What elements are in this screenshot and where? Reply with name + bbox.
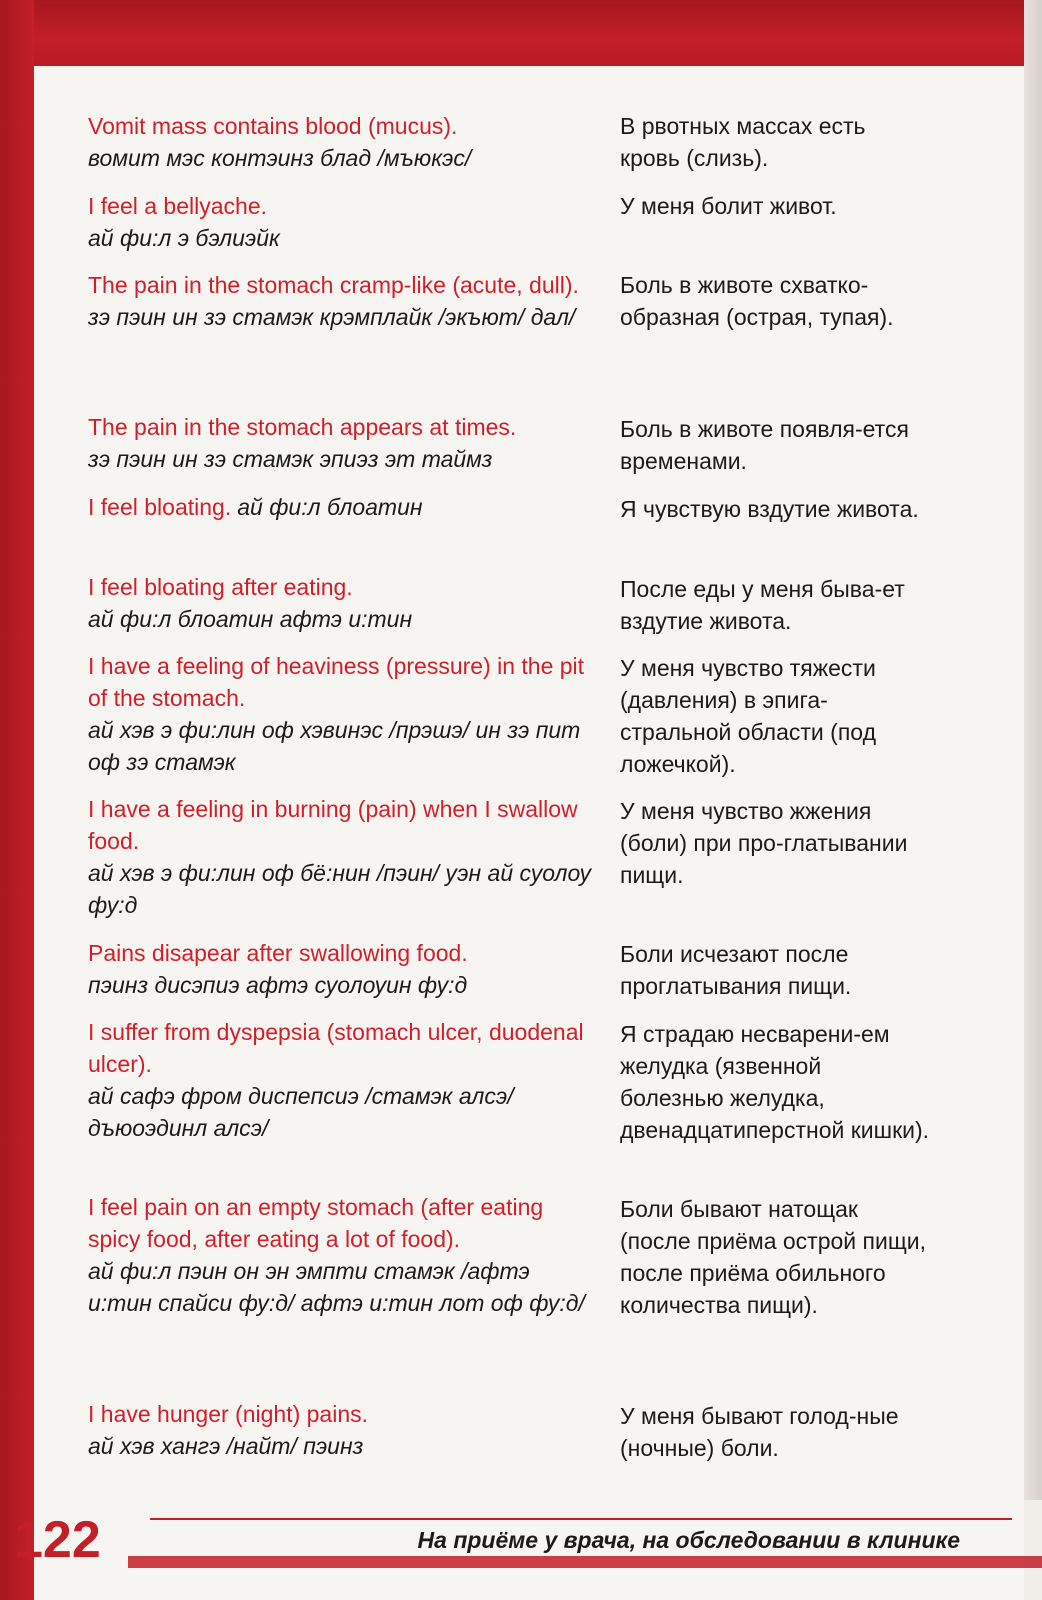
- russian-translation: Я страдаю несварени-ем желудка (язвенной болезнью желудка, двенадцатиперстной кишки).: [620, 1021, 930, 1143]
- transcription: ай фи:л блоатин афтэ и:тин: [88, 606, 413, 632]
- transcription: ай сафэ фром диспепсиэ /стамэк алсэ/ дъюоэдинл алсэ/: [88, 1083, 514, 1141]
- english-phrase: Pains disapear after swallowing food.: [88, 940, 468, 966]
- russian-translation: Я чувствую вздутие живота.: [620, 496, 919, 522]
- english-phrase: The pain in the stomach appears at times.: [88, 414, 517, 440]
- russian-translation: Боль в животе появля-ется временами.: [620, 416, 909, 474]
- phrase-english-0: [88, 110, 598, 174]
- phrase-english-11: [88, 1398, 598, 1462]
- page-edge: [1024, 0, 1042, 1500]
- russian-translation: У меня бывают голод-ные (ночные) боли.: [620, 1403, 899, 1461]
- phrase-english-5: [88, 571, 598, 635]
- transcription: зэ пэин ин зэ стамэк крэмплайк /экъют/ дал/: [88, 304, 576, 330]
- running-footer-title: На приёме у врача, на обследовании в клинике: [417, 1527, 960, 1553]
- transcription: ай хэв э фи:лин оф хэвинэс /прэшэ/ ин зэ пит оф зэ стамэк: [88, 717, 581, 775]
- english-phrase: I feel bloating after eating.: [88, 574, 353, 600]
- transcription: ай фи:л блоатин: [237, 494, 423, 520]
- transcription: ай хэв хангэ /найт/ пэинз: [88, 1433, 364, 1459]
- phrase-english-9: [88, 1016, 598, 1144]
- russian-translation: У меня болит живот.: [620, 193, 837, 219]
- page-number: 122: [14, 1511, 101, 1569]
- transcription: зэ пэин ин зэ стамэк эпиэз эт таймз: [88, 446, 493, 472]
- russian-translation: В рвотных массах есть кровь (слизь).: [620, 113, 866, 171]
- phrase-english-10: [88, 1191, 598, 1319]
- russian-translation: Боль в животе схватко-образная (острая, тупая).: [620, 272, 894, 330]
- phrase-english-6: [88, 650, 598, 778]
- english-phrase: I feel pain on an empty stomach (after eating spicy food, after eating a lot of food).: [88, 1194, 544, 1252]
- russian-translation: У меня чувство тяжести (давления) в эпига-стральной области (под ложечкой).: [620, 655, 876, 777]
- phrase-english-1: [88, 190, 598, 254]
- footer-divider: [150, 1518, 1012, 1520]
- phrase-english-2: [88, 269, 598, 333]
- english-phrase: I feel a bellyache.: [88, 193, 268, 219]
- phrase-english-7: [88, 793, 598, 921]
- english-phrase: I suffer from dyspepsia (stomach ulcer, duodenal ulcer).: [88, 1019, 584, 1077]
- transcription: ай хэв э фи:лин оф бё:нин /пэин/ уэн ай суолоу фу:д: [88, 860, 592, 918]
- left-color-band: [0, 0, 34, 1600]
- phrase-english-8: [88, 937, 598, 1001]
- russian-translation: Боли исчезают после проглатывания пищи.: [620, 941, 852, 999]
- english-phrase: I have a feeling in burning (pain) when I swallow food.: [88, 796, 578, 854]
- footer-color-strip: [128, 1556, 1042, 1568]
- english-phrase: I have a feeling of heaviness (pressure) in the pit of the stomach.: [88, 653, 585, 711]
- english-phrase: I have hunger (night) pains.: [88, 1401, 369, 1427]
- transcription: ай фи:л э бэлиэйк: [88, 225, 280, 251]
- russian-translation: После еды у меня быва-ет вздутие живота.: [620, 576, 905, 634]
- english-phrase: Vomit mass contains blood (mucus).: [88, 113, 458, 139]
- phrase-english-4: [88, 491, 598, 523]
- english-phrase: I feel bloating.: [88, 494, 232, 520]
- transcription: вомит мэс контэинз блад /мъюкэс/: [88, 145, 472, 171]
- russian-translation: У меня чувство жжения (боли) при про-глатывании пищи.: [620, 798, 908, 888]
- russian-translation: Боли бывают натощак (после приёма острой пищи, после приёма обильного количества пищи).: [620, 1196, 926, 1318]
- transcription: пэинз дисэпиэ афтэ суолоуин фу:д: [88, 972, 468, 998]
- top-color-band: [0, 0, 1042, 66]
- phrase-english-3: [88, 411, 598, 475]
- english-phrase: The pain in the stomach cramp-like (acute, dull).: [88, 272, 579, 298]
- transcription: ай фи:л пэин он эн эмпти стамэк /афтэ и:тин спайси фу:д/ афтэ и:тин лот оф фу:д/: [88, 1258, 585, 1316]
